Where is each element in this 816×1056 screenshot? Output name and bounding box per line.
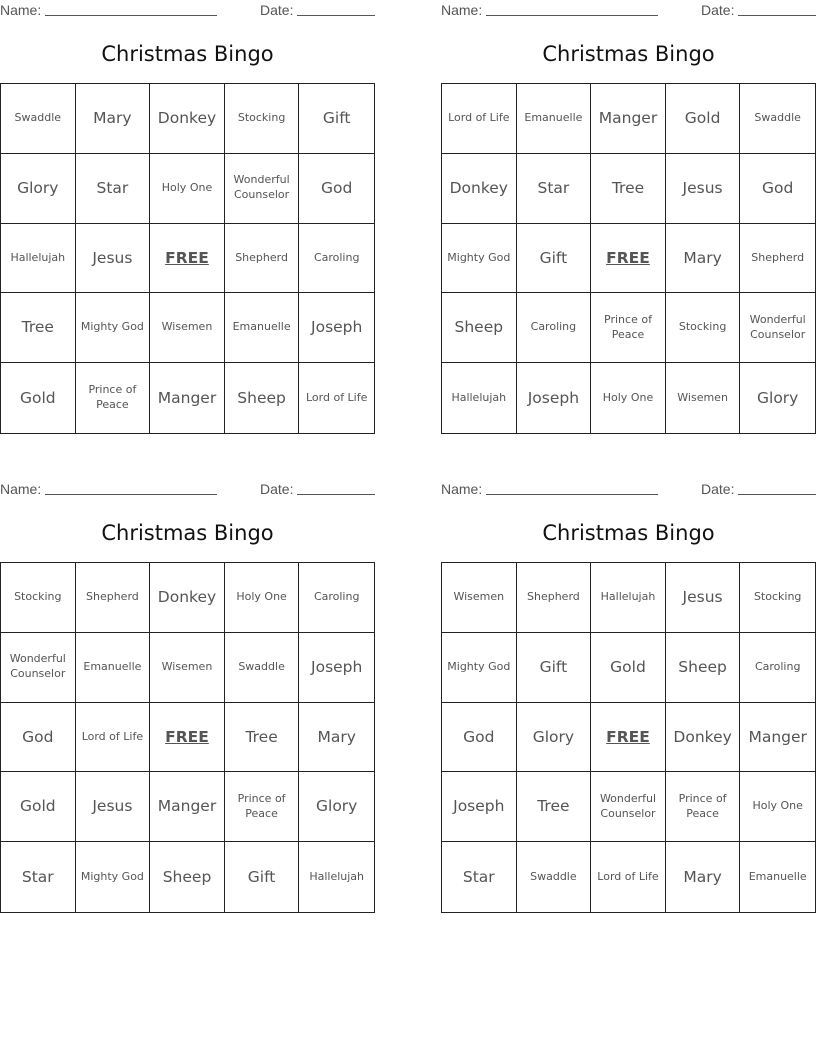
bingo-cell[interactable]: Sheep bbox=[442, 293, 517, 363]
date-field-line[interactable] bbox=[297, 15, 375, 16]
bingo-grid bbox=[0, 562, 375, 913]
card-title: Christmas Bingo bbox=[101, 42, 274, 66]
bingo-cell[interactable]: Swaddle bbox=[225, 633, 300, 703]
bingo-cell[interactable]: Tree bbox=[225, 703, 300, 773]
bingo-cell[interactable]: Holy One bbox=[591, 363, 666, 433]
bingo-cell[interactable]: Star bbox=[442, 842, 517, 912]
bingo-cell[interactable]: Caroling bbox=[517, 293, 592, 363]
bingo-cell[interactable]: Jesus bbox=[76, 772, 151, 842]
bingo-cell[interactable]: Gift bbox=[299, 84, 374, 154]
bingo-cell[interactable]: Caroling bbox=[740, 633, 815, 703]
bingo-cell[interactable]: Sheep bbox=[225, 363, 300, 433]
bingo-cell[interactable]: Gift bbox=[225, 842, 300, 912]
bingo-cell[interactable]: Donkey bbox=[150, 84, 225, 154]
bingo-cell[interactable]: Gold bbox=[1, 772, 76, 842]
bingo-cell[interactable]: Joseph bbox=[299, 293, 374, 363]
bingo-cell[interactable]: Glory bbox=[1, 154, 76, 224]
card-header bbox=[441, 0, 816, 22]
bingo-cell[interactable]: Wisemen bbox=[150, 293, 225, 363]
bingo-cell[interactable]: God bbox=[442, 703, 517, 773]
bingo-cell[interactable]: Wonderful Counselor bbox=[591, 772, 666, 842]
bingo-card-1 bbox=[0, 0, 375, 412]
bingo-card-2 bbox=[441, 0, 816, 407]
name-field-line[interactable] bbox=[486, 494, 658, 495]
bingo-cell[interactable]: Gift bbox=[517, 224, 592, 294]
bingo-cell[interactable]: Donkey bbox=[666, 703, 741, 773]
bingo-cell[interactable]: Manger bbox=[591, 84, 666, 154]
bingo-cell[interactable]: Star bbox=[1, 842, 76, 912]
bingo-cell[interactable]: Sheep bbox=[666, 633, 741, 703]
bingo-cell[interactable]: Holy One bbox=[225, 563, 300, 633]
bingo-cell[interactable]: Glory bbox=[299, 772, 374, 842]
bingo-cell[interactable]: God bbox=[740, 154, 815, 224]
bingo-cell[interactable]: Mary bbox=[76, 84, 151, 154]
name-label: Name: bbox=[441, 481, 483, 497]
card-header bbox=[0, 0, 375, 22]
bingo-cell[interactable]: Tree bbox=[517, 772, 592, 842]
card-title: Christmas Bingo bbox=[101, 521, 274, 545]
bingo-cell[interactable]: Manger bbox=[150, 772, 225, 842]
bingo-cell[interactable]: Wonderful Counselor bbox=[740, 293, 815, 363]
date-field-line[interactable] bbox=[738, 15, 816, 16]
bingo-cell[interactable]: Emanuelle bbox=[225, 293, 300, 363]
date-label: Date: bbox=[701, 2, 735, 18]
bingo-cell[interactable]: Lord of Life bbox=[305, 390, 368, 404]
bingo-cell[interactable]: Wonderful Counselor bbox=[225, 154, 300, 224]
free-space[interactable]: FREE bbox=[591, 703, 666, 773]
date-label: Date: bbox=[260, 481, 294, 497]
bingo-cell[interactable]: Star bbox=[517, 154, 592, 224]
bingo-grid bbox=[0, 83, 375, 434]
bingo-cell[interactable]: Emanuelle bbox=[517, 84, 592, 154]
bingo-cell[interactable]: Prince of Peace bbox=[666, 772, 741, 842]
date-field-line[interactable] bbox=[738, 494, 816, 495]
card-title: Christmas Bingo bbox=[542, 42, 715, 66]
bingo-cell[interactable]: Swaddle bbox=[517, 842, 592, 912]
bingo-cell[interactable]: Swaddle bbox=[740, 84, 815, 154]
bingo-cell[interactable]: Tree bbox=[591, 154, 666, 224]
bingo-cell[interactable]: Shepherd bbox=[76, 563, 151, 633]
bingo-cell[interactable]: Gift bbox=[517, 633, 592, 703]
bingo-cell[interactable]: Manger bbox=[740, 703, 815, 773]
bingo-cell[interactable]: Prince of Peace bbox=[76, 363, 151, 433]
bingo-cell[interactable]: Donkey bbox=[442, 154, 517, 224]
name-field-line[interactable] bbox=[486, 15, 658, 16]
bingo-cell[interactable]: Wisemen bbox=[666, 363, 741, 433]
free-space[interactable]: FREE bbox=[591, 224, 666, 294]
bingo-cell[interactable]: Sheep bbox=[150, 842, 225, 912]
bingo-cell[interactable]: Mary bbox=[666, 224, 741, 294]
bingo-cell[interactable]: Hallelujah bbox=[1, 224, 76, 294]
bingo-grid bbox=[441, 83, 816, 434]
bingo-cell[interactable]: Hallelujah bbox=[309, 869, 365, 883]
bingo-cell[interactable]: Mighty God bbox=[442, 633, 517, 703]
bingo-cell[interactable]: Lord of Life bbox=[442, 84, 517, 154]
bingo-card-3 bbox=[0, 479, 375, 886]
date-field-line[interactable] bbox=[297, 494, 375, 495]
bingo-cell[interactable]: Jesus bbox=[666, 154, 741, 224]
date-label: Date: bbox=[701, 481, 735, 497]
bingo-cell[interactable]: Shepherd bbox=[225, 224, 300, 294]
card-header bbox=[0, 479, 375, 501]
bingo-cell[interactable]: Joseph bbox=[517, 363, 592, 433]
bingo-cell[interactable]: Emanuelle bbox=[76, 633, 151, 703]
bingo-cell[interactable]: Glory bbox=[517, 703, 592, 773]
bingo-cell[interactable]: Glory bbox=[757, 388, 799, 407]
bingo-cell[interactable]: Prince of Peace bbox=[225, 772, 300, 842]
bingo-cell[interactable]: Shepherd bbox=[740, 224, 815, 294]
bingo-cell[interactable]: Jesus bbox=[76, 224, 151, 294]
bingo-cell[interactable]: Stocking bbox=[740, 563, 815, 633]
bingo-cell[interactable]: Mary bbox=[299, 703, 374, 773]
bingo-cell[interactable]: Mighty God bbox=[76, 842, 151, 912]
bingo-cell[interactable]: Mighty God bbox=[76, 293, 151, 363]
bingo-cell[interactable]: Gold bbox=[666, 84, 741, 154]
bingo-cell[interactable]: Joseph bbox=[299, 633, 374, 703]
bingo-cell[interactable]: Swaddle bbox=[1, 84, 76, 154]
bingo-cell[interactable]: Donkey bbox=[150, 563, 225, 633]
bingo-cell[interactable]: Mary bbox=[666, 842, 741, 912]
bingo-cell[interactable]: Mighty God bbox=[442, 224, 517, 294]
bingo-cell[interactable]: Hallelujah bbox=[442, 363, 517, 433]
bingo-cell[interactable]: Shepherd bbox=[517, 563, 592, 633]
bingo-cell[interactable]: God bbox=[299, 154, 374, 224]
bingo-cell[interactable]: Wonderful Counselor bbox=[1, 633, 76, 703]
name-label: Name: bbox=[0, 2, 42, 18]
bingo-cell[interactable]: Holy One bbox=[740, 772, 815, 842]
name-label: Name: bbox=[0, 481, 42, 497]
bingo-grid bbox=[441, 562, 816, 913]
bingo-cell[interactable]: Stocking bbox=[666, 293, 741, 363]
bingo-cell[interactable]: Wisemen bbox=[150, 633, 225, 703]
bingo-cell[interactable]: Hallelujah bbox=[591, 563, 666, 633]
bingo-cell[interactable]: Jesus bbox=[666, 563, 741, 633]
name-field-line[interactable] bbox=[45, 494, 217, 495]
bingo-cell[interactable]: Gold bbox=[591, 633, 666, 703]
name-field-line[interactable] bbox=[45, 15, 217, 16]
free-space[interactable]: FREE bbox=[150, 224, 225, 294]
bingo-cell[interactable]: Wisemen bbox=[442, 563, 517, 633]
card-title: Christmas Bingo bbox=[542, 521, 715, 545]
bingo-cell[interactable]: Gold bbox=[1, 363, 76, 433]
bingo-cell[interactable]: Caroling bbox=[299, 224, 374, 294]
name-label: Name: bbox=[441, 2, 483, 18]
free-space[interactable]: FREE bbox=[150, 703, 225, 773]
bingo-cell[interactable]: Prince of Peace bbox=[591, 293, 666, 363]
bingo-cell[interactable]: Lord of Life bbox=[591, 842, 666, 912]
bingo-cell[interactable]: Manger bbox=[150, 363, 225, 433]
bingo-cell[interactable]: Tree bbox=[1, 293, 76, 363]
bingo-cell[interactable]: Stocking bbox=[1, 563, 76, 633]
bingo-cell[interactable]: Caroling bbox=[299, 563, 374, 633]
date-label: Date: bbox=[260, 2, 294, 18]
bingo-cell[interactable]: Star bbox=[76, 154, 151, 224]
bingo-cell[interactable]: God bbox=[1, 703, 76, 773]
bingo-cell[interactable]: Stocking bbox=[225, 84, 300, 154]
bingo-cell[interactable]: Emanuelle bbox=[748, 869, 807, 883]
bingo-cell[interactable]: Lord of Life bbox=[76, 703, 151, 773]
bingo-cell[interactable]: Joseph bbox=[442, 772, 517, 842]
bingo-card-4 bbox=[441, 479, 816, 886]
card-header bbox=[441, 479, 816, 501]
bingo-cell[interactable]: Holy One bbox=[150, 154, 225, 224]
